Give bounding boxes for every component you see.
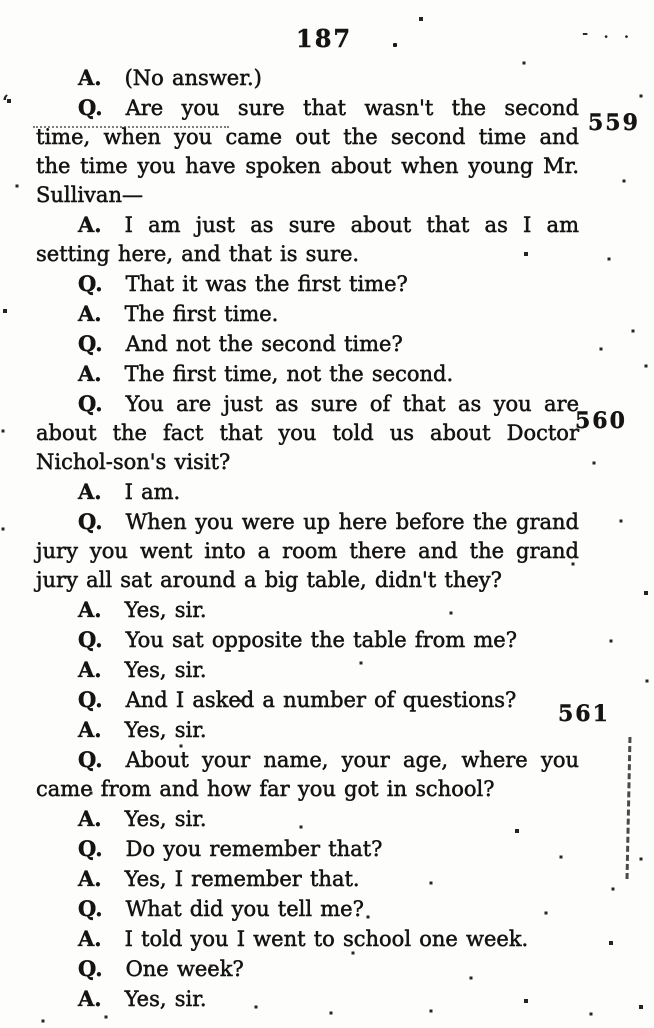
margin-dash-marks: - . . <box>582 24 635 42</box>
qa-text: Do you remember that? <box>125 837 383 861</box>
speaker-label: A. <box>78 301 102 326</box>
speaker-label: A. <box>78 597 102 622</box>
speaker-label: Q. <box>78 896 103 921</box>
qa-text: Yes, sir. <box>124 658 207 682</box>
qa-line <box>36 715 579 745</box>
qa-line <box>36 924 579 954</box>
margin-number: 560 <box>575 408 627 434</box>
speaker-label: A. <box>78 657 102 682</box>
scan-noise <box>0 0 2 2</box>
qa-line <box>36 984 579 1014</box>
margin-number: 561 <box>558 701 610 727</box>
qa-text: About your name, your age, where you came from and how far you got in school? <box>36 748 579 801</box>
speaker-label: A. <box>78 212 102 237</box>
qa-text: You sat opposite the table from me? <box>125 628 517 652</box>
speaker-label: A. <box>78 866 102 891</box>
scan-binding-line <box>626 737 632 879</box>
qa-text: Yes, sir. <box>124 807 207 831</box>
qa-line <box>36 299 579 329</box>
qa-text: The first time. <box>124 302 279 326</box>
speaker-label: Q. <box>78 95 103 120</box>
qa-text: You are just as sure of that as you are about the fact that you told us about Doctor Nichol-son's visit? <box>36 392 579 474</box>
qa-line <box>36 655 579 685</box>
qa-line <box>36 269 579 299</box>
speaker-label: Q. <box>78 747 103 772</box>
ink-dot <box>393 43 397 47</box>
qa-text: Yes, I remember that. <box>124 867 360 891</box>
speaker-label: Q. <box>78 627 103 652</box>
speaker-label: Q. <box>78 687 103 712</box>
qa-line <box>36 685 579 715</box>
qa-text: Yes, sir. <box>124 987 207 1011</box>
speaker-label: Q. <box>78 391 103 416</box>
qa-text: And not the second time? <box>125 332 403 356</box>
qa-text: What did you tell me? <box>125 897 364 921</box>
speaker-label: A. <box>78 806 102 831</box>
transcript-body <box>36 63 579 1014</box>
qa-text: The first time, not the second. <box>124 362 454 386</box>
page-number: 187 <box>296 24 353 53</box>
qa-line <box>36 625 579 655</box>
qa-line <box>36 894 579 924</box>
qa-line <box>36 477 579 507</box>
qa-text: And I asked a number of questions? <box>125 688 517 712</box>
speaker-label: Q. <box>78 836 103 861</box>
speaker-label: A. <box>78 361 102 386</box>
speaker-label: Q. <box>78 271 103 296</box>
margin-number: 559 <box>588 110 640 136</box>
qa-line <box>36 359 579 389</box>
speaker-label: Q. <box>78 956 103 981</box>
qa-text: One week? <box>125 957 244 981</box>
qa-line <box>36 864 579 894</box>
qa-line <box>36 745 579 804</box>
qa-text: Are you sure that wasn't the second time, when you came out the second time and the time you have spoken about when young Mr. Sullivan— <box>36 96 579 207</box>
qa-text: Yes, sir. <box>124 718 207 742</box>
speaker-label: Q. <box>78 509 103 534</box>
qa-text: Yes, sir. <box>124 598 207 622</box>
scan-smudge-line <box>33 126 229 128</box>
speaker-label: A. <box>78 717 102 742</box>
qa-text: I am just as sure about that as I am setting here, and that is sure. <box>36 213 579 266</box>
qa-line <box>36 329 579 359</box>
qa-line <box>36 595 579 625</box>
qa-text: I told you I went to school one week. <box>124 927 529 951</box>
qa-text: That it was the first time? <box>125 272 408 296</box>
qa-line <box>36 834 579 864</box>
qa-line <box>36 804 579 834</box>
scan-edge-mark: ‘ <box>2 90 9 114</box>
qa-line <box>36 93 579 210</box>
qa-text: I am. <box>124 480 181 504</box>
qa-line <box>36 210 579 269</box>
speaker-label: A. <box>78 986 102 1011</box>
qa-line <box>36 389 579 477</box>
qa-text: (No answer.) <box>124 66 262 90</box>
qa-line <box>36 954 579 984</box>
qa-line <box>36 507 579 595</box>
qa-text: When you were up here before the grand jury you went into a room there and the grand jury all sat around a big table, didn't they? <box>36 510 579 592</box>
speaker-label: Q. <box>78 331 103 356</box>
speaker-label: A. <box>78 65 102 90</box>
qa-line <box>36 63 579 93</box>
speaker-label: A. <box>78 926 102 951</box>
speaker-label: A. <box>78 479 102 504</box>
